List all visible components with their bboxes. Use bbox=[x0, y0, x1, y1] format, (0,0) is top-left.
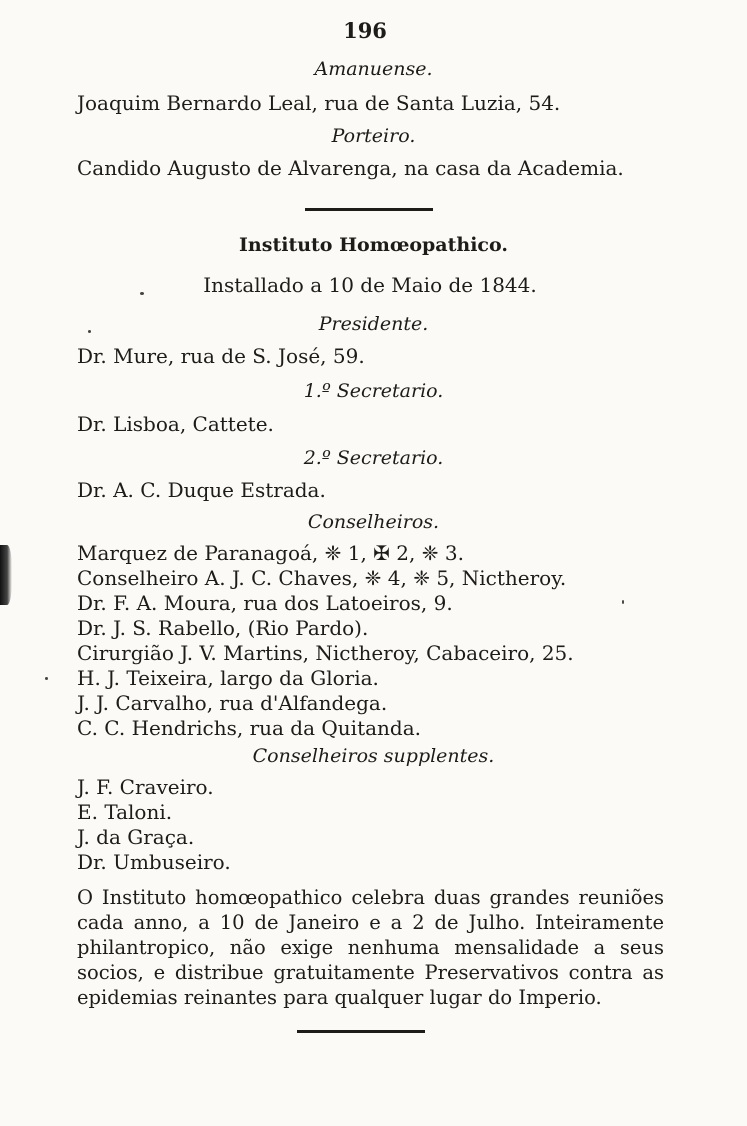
secretario1-heading: 1.º Secretario. bbox=[303, 380, 444, 402]
conselheiro-item: Dr. F. A. Moura, rua dos Latoeiros, 9. bbox=[77, 591, 453, 615]
paragraph-line: epidemias reinantes para qualquer lugar do Imperio. bbox=[77, 986, 602, 1009]
presidente-entry: Dr. Mure, rua de S. José, 59. bbox=[77, 344, 365, 368]
secretario2-entry: Dr. A. C. Duque Estrada. bbox=[77, 478, 326, 502]
secretario1-entry: Dr. Lisboa, Cattete. bbox=[77, 412, 274, 436]
amanuense-entry: Joaquim Bernardo Leal, rua de Santa Luzia, 54. bbox=[77, 91, 561, 115]
secretario2-heading: 2.º Secretario. bbox=[303, 447, 444, 469]
conselheiro-item: Dr. J. S. Rabello, (Rio Pardo). bbox=[77, 616, 369, 640]
page-number: 196 bbox=[343, 18, 387, 43]
paragraph-line: cada anno, a 10 de Janeiro e a 2 de Julho. Inteiramente bbox=[77, 911, 664, 934]
porteiro-entry: Candido Augusto de Alvarenga, na casa da Academia. bbox=[77, 156, 624, 180]
bottom-divider bbox=[297, 1030, 425, 1033]
porteiro-heading: Porteiro. bbox=[331, 125, 416, 147]
conselheiro-item: Marquez de Paranagoá, ❈ 1, ✠ 2, ❈ 3. bbox=[77, 541, 464, 565]
conselheiros-heading: Conselheiros. bbox=[307, 511, 440, 533]
conselheiro-item: J. J. Carvalho, rua d'Alfandega. bbox=[77, 691, 388, 715]
page-edge-shadow bbox=[0, 545, 12, 605]
paper-speck bbox=[622, 600, 624, 604]
paper-speck bbox=[140, 292, 144, 295]
paragraph-line: philantropico, não exige nenhuma mensalidade a seus bbox=[77, 936, 664, 959]
supplente-item: J. da Graça. bbox=[77, 825, 195, 849]
conselheiro-item: H. J. Teixeira, largo da Gloria. bbox=[77, 666, 379, 690]
amanuense-heading: Amanuense. bbox=[314, 58, 433, 80]
supplente-item: Dr. Umbuseiro. bbox=[77, 850, 231, 874]
section-divider bbox=[305, 208, 433, 211]
paper-speck bbox=[45, 677, 48, 680]
conselheiro-item: Cirurgião J. V. Martins, Nictheroy, Cabaceiro, 25. bbox=[77, 641, 574, 665]
supplente-item: J. F. Craveiro. bbox=[77, 775, 214, 799]
conselheiro-item: C. C. Hendrichs, rua da Quitanda. bbox=[77, 716, 421, 740]
instituto-installed: Installado a 10 de Maio de 1844. bbox=[203, 273, 537, 297]
paragraph-line: O Instituto homœopathico celebra duas grandes reuniões bbox=[77, 886, 664, 909]
supplentes-heading: Conselheiros supplentes. bbox=[252, 745, 495, 767]
conselheiro-item: Conselheiro A. J. C. Chaves, ❈ 4, ❈ 5, Nictheroy. bbox=[77, 566, 567, 590]
supplente-item: E. Taloni. bbox=[77, 800, 173, 824]
paper-speck bbox=[88, 330, 91, 333]
paragraph-line: socios, e distribue gratuitamente Preservativos contra as bbox=[77, 961, 664, 984]
instituto-heading: Instituto Homœopathico. bbox=[239, 234, 508, 256]
instituto-paragraph bbox=[77, 885, 664, 1010]
presidente-heading: Presidente. bbox=[318, 313, 429, 335]
